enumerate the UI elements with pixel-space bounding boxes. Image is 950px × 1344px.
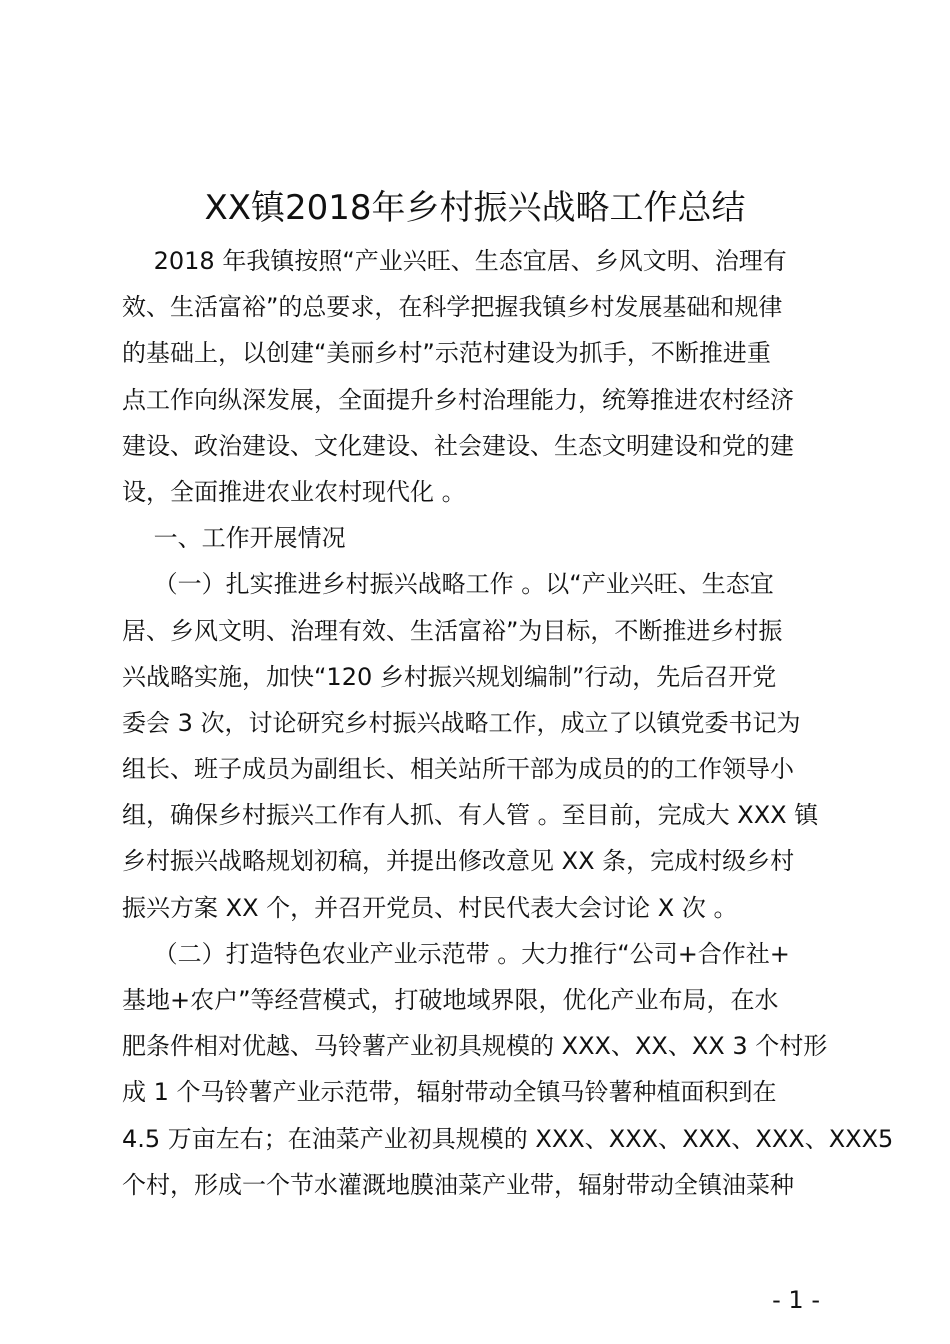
body-line: 兴战略实施，加快“120 乡村振兴规划编制”行动，先后召开党 xyxy=(122,662,777,691)
body-line: 4.5 万亩左右；在油菜产业初具规模的 XXX、XXX、XXX、XXX、XXX5 xyxy=(122,1124,894,1153)
document-body xyxy=(122,238,894,1208)
body-line: 设，全面推进农业农村现代化 。 xyxy=(122,477,466,506)
body-line: 居、乡风文明、治理有效、生活富裕”为目标，不断推进乡村振 xyxy=(122,616,783,645)
body-line: 效、生活富裕”的总要求，在科学把握我镇乡村发展基础和规律 xyxy=(122,293,783,322)
body-line: 基地+农户”等经营模式，打破地域界限，优化产业布局，在水 xyxy=(122,986,779,1014)
body-line: 委会 3 次，讨论研究乡村振兴战略工作，成立了以镇党委书记为 xyxy=(122,708,801,737)
body-line: 个村，形成一个节水灌溉地膜油菜产业带，辐射带动全镇油菜种 xyxy=(122,1170,794,1199)
section-heading: 一、工作开展情况 xyxy=(122,524,346,553)
body-line: 成 1 个马铃薯产业示范带，辐射带动全镇马铃薯种植面积到在 xyxy=(122,1078,777,1107)
body-line: 2018 年我镇按照“产业兴旺、生态宜居、乡风文明、治理有 xyxy=(122,247,787,275)
page-number: - 1 - xyxy=(772,1286,820,1314)
body-line: 组，确保乡村振兴工作有人抓、有人管 。至目前，完成大 XXX 镇 xyxy=(122,801,819,830)
body-line: 点工作向纵深发展，全面提升乡村治理能力，统筹推进农村经济 xyxy=(122,385,794,414)
body-line: 肥条件相对优越、马铃薯产业初具规模的 XXX、XX、XX 3 个村形 xyxy=(122,1032,828,1061)
body-line: 振兴方案 XX 个，并召开党员、村民代表大会讨论 X 次 。 xyxy=(122,893,738,922)
body-line: （一）扎实推进乡村振兴战略工作 。以“产业兴旺、生态宜 xyxy=(122,570,774,599)
body-line: 的基础上，以创建“美丽乡村”示范村建设为抓手，不断推进重 xyxy=(122,339,771,368)
page-footer xyxy=(0,1283,950,1317)
body-line: 组长、班子成员为副组长、相关站所干部为成员的的工作领导小 xyxy=(122,755,794,784)
body-line: （二）打造特色农业产业示范带 。大力推行“公司+合作社+ xyxy=(122,939,790,968)
document-title: XX镇2018年乡村振兴战略工作总结 xyxy=(204,188,746,228)
body-line: 建设、政治建设、文化建设、社会建设、生态文明建设和党的建 xyxy=(122,431,794,460)
body-line: 乡村振兴战略规划初稿，并提出修改意见 XX 条，完成村级乡村 xyxy=(122,847,795,876)
